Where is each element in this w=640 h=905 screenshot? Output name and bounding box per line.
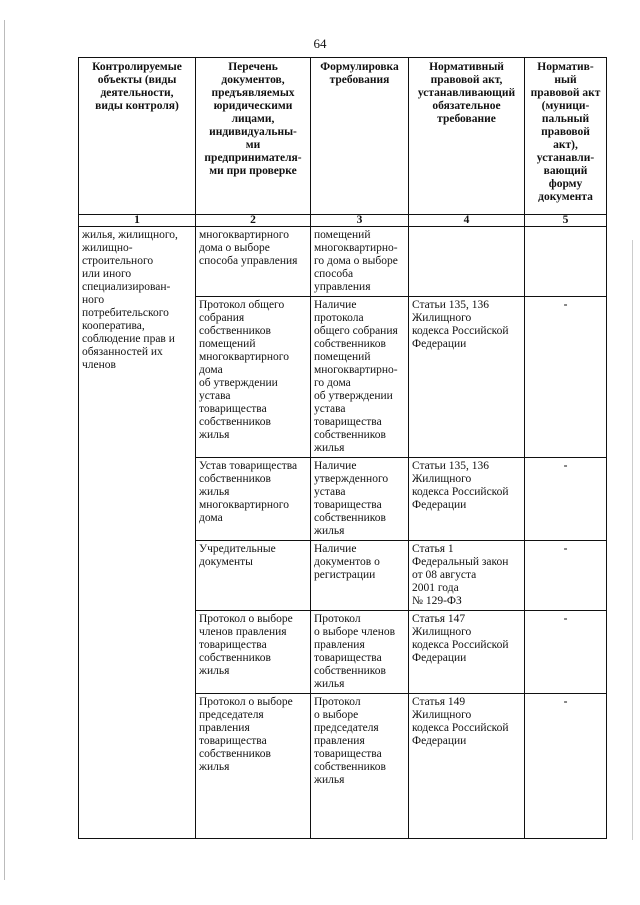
header-form-act: Норматив- ный правовой акт (муници- пальный правовой акт), устанавли- вающий форму документа: [525, 58, 607, 215]
requirement-cell: Наличие утвержденного устава товарищества собственников жилья: [311, 458, 409, 541]
header-normative-act: Нормативный правовой акт, устанавливающий обязательное требование: [409, 58, 525, 215]
header-controlled-objects: Контролируемые объекты (виды деятельности, виды контроля): [79, 58, 196, 215]
act-cell: Статьи 135, 136 Жилищного кодекса Российской Федерации: [409, 297, 525, 458]
form-cell: -: [525, 458, 607, 541]
document-cell: Протокол общего собрания собственников помещений многоквартирного дома об утверждении устава товарищества собственников жилья: [196, 297, 311, 458]
scan-artifact-right: [632, 240, 633, 840]
requirement-cell: Протокол о выборе председателя правления товарищества собственников жилья: [311, 694, 409, 839]
column-number: 5: [525, 215, 607, 227]
column-number-row: [79, 215, 607, 227]
header-documents-list: Перечень документов, предъявляемых юридическими лицами, индивидуальны- ми предпринимателя- ми при проверке: [196, 58, 311, 215]
scan-artifact-left: [4, 20, 5, 880]
page-number: 64: [313, 36, 327, 51]
document-cell: Учредительные документы: [196, 541, 311, 611]
act-cell: [409, 227, 525, 297]
act-cell: Статьи 135, 136 Жилищного кодекса Российской Федерации: [409, 458, 525, 541]
document-cell: многоквартирного дома о выборе способа управления: [196, 227, 311, 297]
form-cell: -: [525, 611, 607, 694]
requirement-cell: помещений многоквартирно- го дома о выборе способа управления: [311, 227, 409, 297]
table-row: [79, 227, 607, 297]
requirements-table: [78, 57, 607, 839]
column-number: 1: [79, 215, 196, 227]
act-cell: Статья 1 Федеральный закон от 08 августа 2001 года № 129-ФЗ: [409, 541, 525, 611]
header-requirement-wording: Формулировка требования: [311, 58, 409, 215]
column-number: 3: [311, 215, 409, 227]
document-cell: Протокол о выборе председателя правления товарищества собственников жилья: [196, 694, 311, 839]
table-header-row: [79, 58, 607, 215]
controlled-object-cell: жилья, жилищного, жилищно- строительного или иного специализирован- ного потребительского кооператива, соблюдение прав и обязанностей их членов: [79, 227, 196, 839]
column-number: 2: [196, 215, 311, 227]
act-cell: Статья 147 Жилищного кодекса Российской Федерации: [409, 611, 525, 694]
form-cell: -: [525, 694, 607, 839]
requirement-cell: Наличие документов о регистрации: [311, 541, 409, 611]
document-cell: Протокол о выборе членов правления товарищества собственников жилья: [196, 611, 311, 694]
document-cell: Устав товарищества собственников жилья многоквартирного дома: [196, 458, 311, 541]
form-cell: -: [525, 541, 607, 611]
act-cell: Статья 149 Жилищного кодекса Российской Федерации: [409, 694, 525, 839]
form-cell: [525, 227, 607, 297]
form-cell: -: [525, 297, 607, 458]
column-number: 4: [409, 215, 525, 227]
requirement-cell: Протокол о выборе членов правления товарищества собственников жилья: [311, 611, 409, 694]
requirement-cell: Наличие протокола общего собрания собственников помещений многоквартирно- го дома об утверждении устава товарищества собственников жилья: [311, 297, 409, 458]
